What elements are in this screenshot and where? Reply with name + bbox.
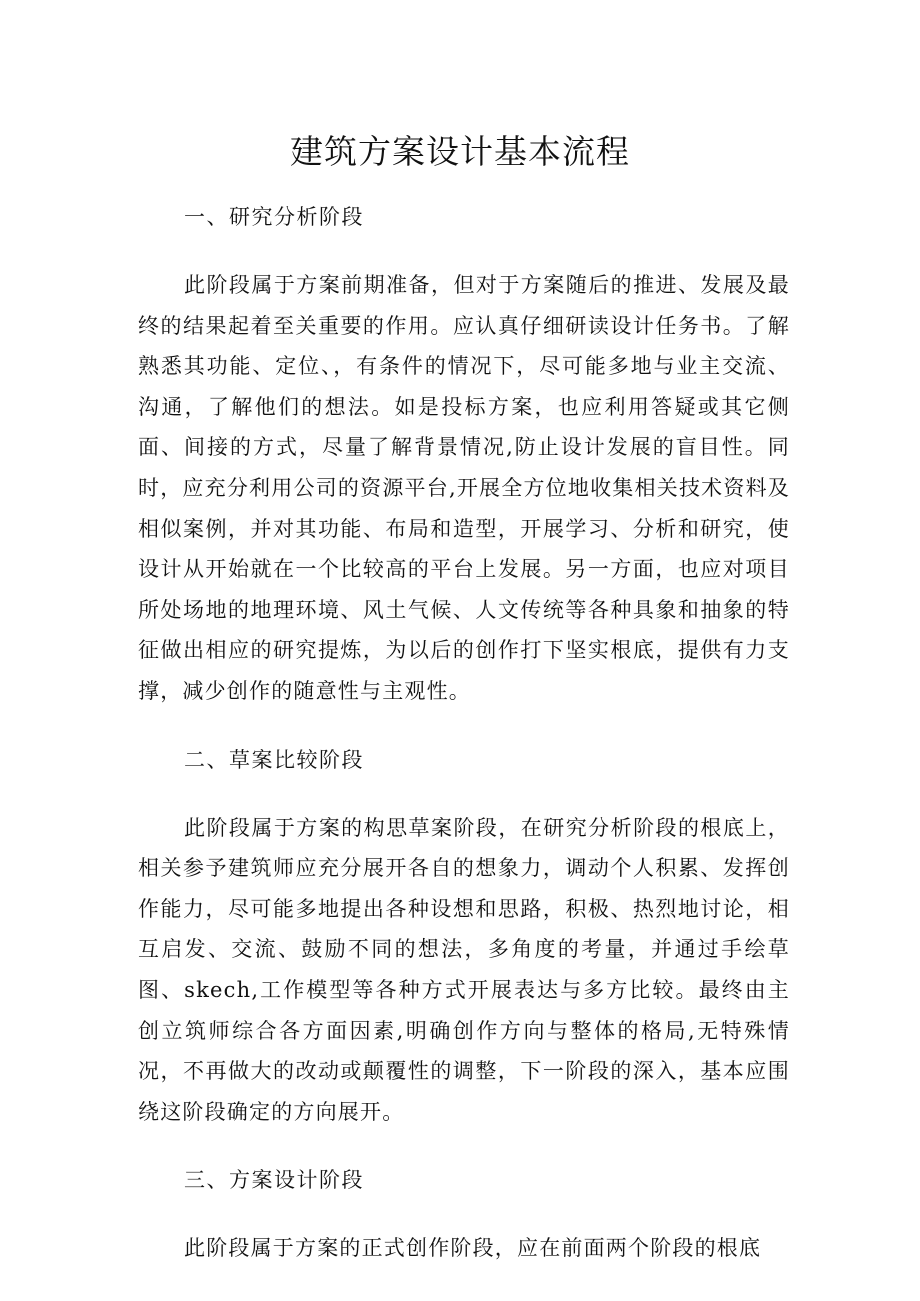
section-heading-research: 一、研究分析阶段 (184, 205, 364, 229)
section-body-research: 此阶段属于方案前期准备，但对于方案随后的推进、发展及最终的结果起着至关重要的作用。应认真仔细研读设计任务书。了解熟悉其功能、定位、，有条件的情况下，尽可能多地与业主交流、沟通，了解他们的想法。如是投标方案，也应利用答疑或其它侧面、间接的方式，尽量了解背景情况,防止设计发展的盲目性。同时，应充分利用公司的资源平台,开展全方位地收集相关技术资料及相似案例，并对其功能、布局和造型，开展学习、分析和研究，使设计从开始就在一个比较高的平台上发展。另一方面，也应对项目所处场地的地理环境、风土气候、人文传统等各种具象和抽象的特征做出相应的研究提炼，为以后的创作打下坚实根底，提供有力支撑，减少创作的随意性与主观性。 (138, 273, 790, 703)
document-title: 建筑方案设计基本流程 (290, 132, 630, 171)
section-heading-draft-comparison: 二、草案比较阶段 (184, 747, 364, 772)
section-body-scheme-design: 此阶段属于方案的正式创作阶段，应在前面两个阶段的根底 (184, 1236, 762, 1261)
section-body-draft-comparison: 此阶段属于方案的构思草案阶段，在研究分析阶段的根底上，相关参予建筑师应充分展开各自的想象力，调动个人积累、发挥创作能力，尽可能多地提出各种设想和思路，积极、热烈地讨论，相互启发、交流、鼓励不同的想法，多角度的考量，并通过手绘草图、skech,工作模型等各种方式开展表达与多方比较。最终由主创立筑师综合各方面因素,明确创作方向与整体的格局,无特殊情况，不再做大的改动或颠覆性的调整，下一阶段的深入，基本应围绕这阶段确定的方向展开。 (138, 815, 790, 1124)
document-body (138, 196, 790, 1269)
section-heading-scheme-design: 三、方案设计阶段 (184, 1168, 364, 1193)
